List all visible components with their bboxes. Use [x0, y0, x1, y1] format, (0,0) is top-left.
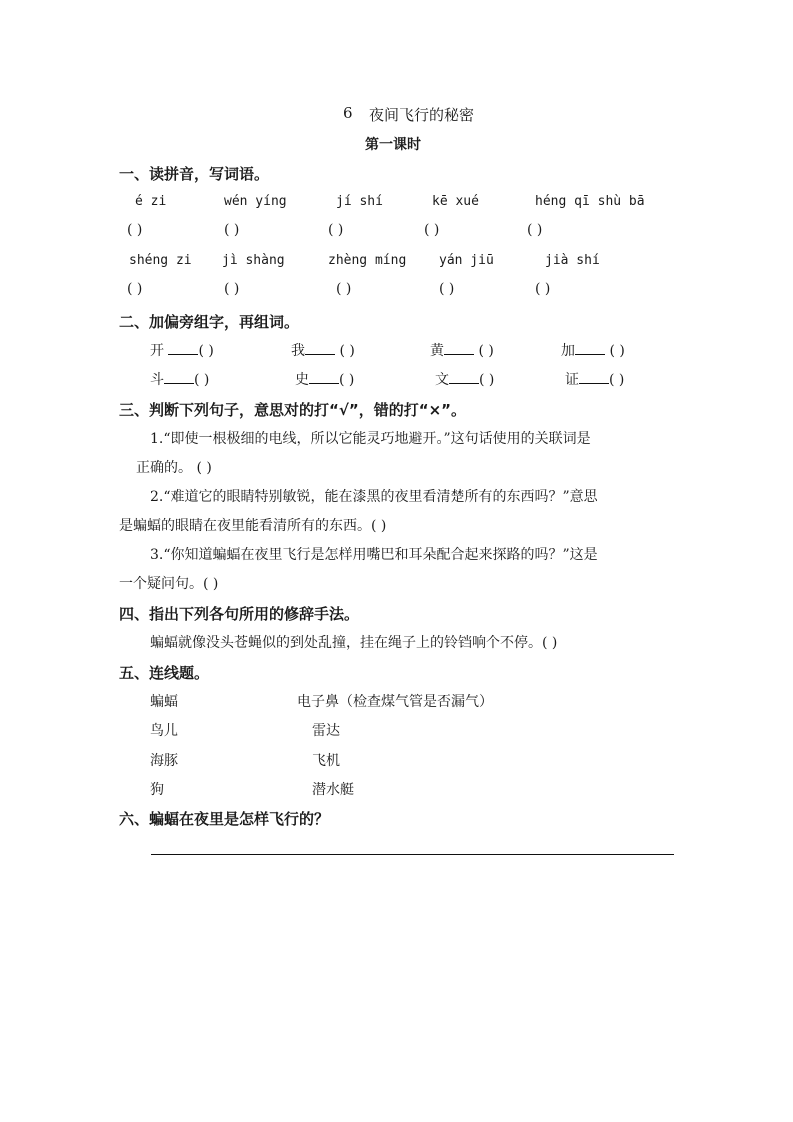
- pinyin: shéng zi: [129, 253, 192, 268]
- match-right-item[interactable]: 潜水艇: [312, 782, 354, 798]
- answer-blank[interactable]: ( ): [127, 281, 143, 297]
- base-char: 文: [435, 372, 449, 388]
- pinyin: wén yíng: [224, 194, 287, 209]
- pinyin: kē xué: [432, 194, 479, 209]
- char-item: [430, 340, 494, 360]
- answer-blank[interactable]: ( ): [224, 281, 240, 297]
- base-char: 加: [561, 343, 575, 359]
- question-3-line-2[interactable]: 一个疑问句。( ): [119, 576, 219, 592]
- word-blank[interactable]: ( ): [198, 343, 214, 359]
- answer-blank[interactable]: ( ): [224, 222, 240, 238]
- match-right-item[interactable]: 雷达: [312, 723, 340, 739]
- answer-blank[interactable]: ( ): [336, 281, 352, 297]
- answer-blank[interactable]: ( ): [328, 222, 344, 238]
- match-left-item[interactable]: 鸟儿: [150, 723, 178, 739]
- base-char: 史: [295, 372, 309, 388]
- pinyin: é zi: [135, 194, 167, 209]
- rhetoric-sentence[interactable]: 蝙蝠就像没头苍蝇似的到处乱撞，挂在绳子上的铃铛响个不停。( ): [150, 635, 558, 651]
- radical-blank[interactable]: [575, 340, 605, 355]
- word-blank[interactable]: ( ): [609, 372, 625, 388]
- word-blank[interactable]: ( ): [194, 372, 210, 388]
- answer-blank[interactable]: ( ): [535, 281, 551, 297]
- word-blank[interactable]: ( ): [609, 343, 625, 359]
- match-left-item[interactable]: 狗: [150, 782, 164, 798]
- radical-blank[interactable]: [168, 340, 198, 355]
- pinyin: jià shí: [545, 253, 600, 268]
- radical-blank[interactable]: [449, 369, 479, 384]
- char-item: [291, 340, 355, 360]
- match-left-item[interactable]: 海豚: [150, 753, 178, 769]
- radical-blank[interactable]: [305, 340, 335, 355]
- section-heading-5: 五、连线题。: [119, 664, 210, 682]
- word-blank[interactable]: ( ): [478, 343, 494, 359]
- pinyin: zhèng míng: [328, 253, 407, 268]
- question-3-line-1: 3.“你知道蝙蝠在夜里飞行是怎样用嘴巴和耳朵配合起来探路的吗？”这是: [150, 547, 598, 563]
- section-heading-3: 三、判断下列句子，意思对的打“√”，错的打“×”。: [119, 401, 467, 419]
- question-1-line-1: 1.“即使一根极细的电线，所以它能灵巧地避开。”这句话使用的关联词是: [150, 431, 591, 447]
- base-char: 开: [150, 343, 164, 359]
- answer-blank[interactable]: ( ): [439, 281, 455, 297]
- word-blank[interactable]: ( ): [479, 372, 495, 388]
- answer-blank[interactable]: ( ): [424, 222, 440, 238]
- radical-blank[interactable]: [164, 369, 194, 384]
- word-blank[interactable]: ( ): [339, 343, 355, 359]
- radical-blank[interactable]: [579, 369, 609, 384]
- section-heading-1: 一、读拼音，写词语。: [119, 165, 270, 183]
- base-char: 黄: [430, 343, 444, 359]
- question-2-line-2[interactable]: 是蝙蝠的眼睛在夜里能看清所有的东西。( ): [119, 518, 387, 534]
- char-item: [150, 340, 214, 360]
- char-item: [295, 369, 354, 389]
- section-heading-2: 二、加偏旁组字，再组词。: [119, 313, 300, 331]
- question-1-line-2[interactable]: 正确的。 ( ): [136, 460, 212, 476]
- base-char: 我: [291, 343, 305, 359]
- answer-blank[interactable]: ( ): [527, 222, 543, 238]
- base-char: 证: [565, 372, 579, 388]
- question-2-line-1: 2.“难道它的眼睛特别敏锐，能在漆黑的夜里看清楚所有的东西吗？”意思: [150, 489, 598, 505]
- match-left-item[interactable]: 蝙蝠: [150, 694, 178, 710]
- answer-line[interactable]: [151, 854, 674, 855]
- pinyin: jí shí: [336, 194, 383, 209]
- char-item: [150, 369, 209, 389]
- char-item: [561, 340, 625, 360]
- lesson-number: 6: [343, 104, 353, 122]
- pinyin: jì shàng: [222, 253, 285, 268]
- section-heading-4: 四、指出下列各句所用的修辞手法。: [119, 605, 360, 623]
- page-title: 夜间飞行的秘密: [369, 106, 475, 124]
- section-heading-6: 六、蝙蝠在夜里是怎样飞行的？: [119, 810, 330, 828]
- char-item: [565, 369, 624, 389]
- pinyin: héng qī shù bā: [535, 194, 645, 209]
- base-char: 斗: [150, 372, 164, 388]
- page-subtitle: 第一课时: [365, 137, 421, 153]
- radical-blank[interactable]: [309, 369, 339, 384]
- answer-blank[interactable]: ( ): [127, 222, 143, 238]
- match-right-item[interactable]: 电子鼻（检查煤气管是否漏气）: [297, 694, 493, 710]
- word-blank[interactable]: ( ): [339, 372, 355, 388]
- char-item: [435, 369, 494, 389]
- match-right-item[interactable]: 飞机: [312, 753, 340, 769]
- radical-blank[interactable]: [444, 340, 474, 355]
- pinyin: yán jiū: [439, 253, 494, 268]
